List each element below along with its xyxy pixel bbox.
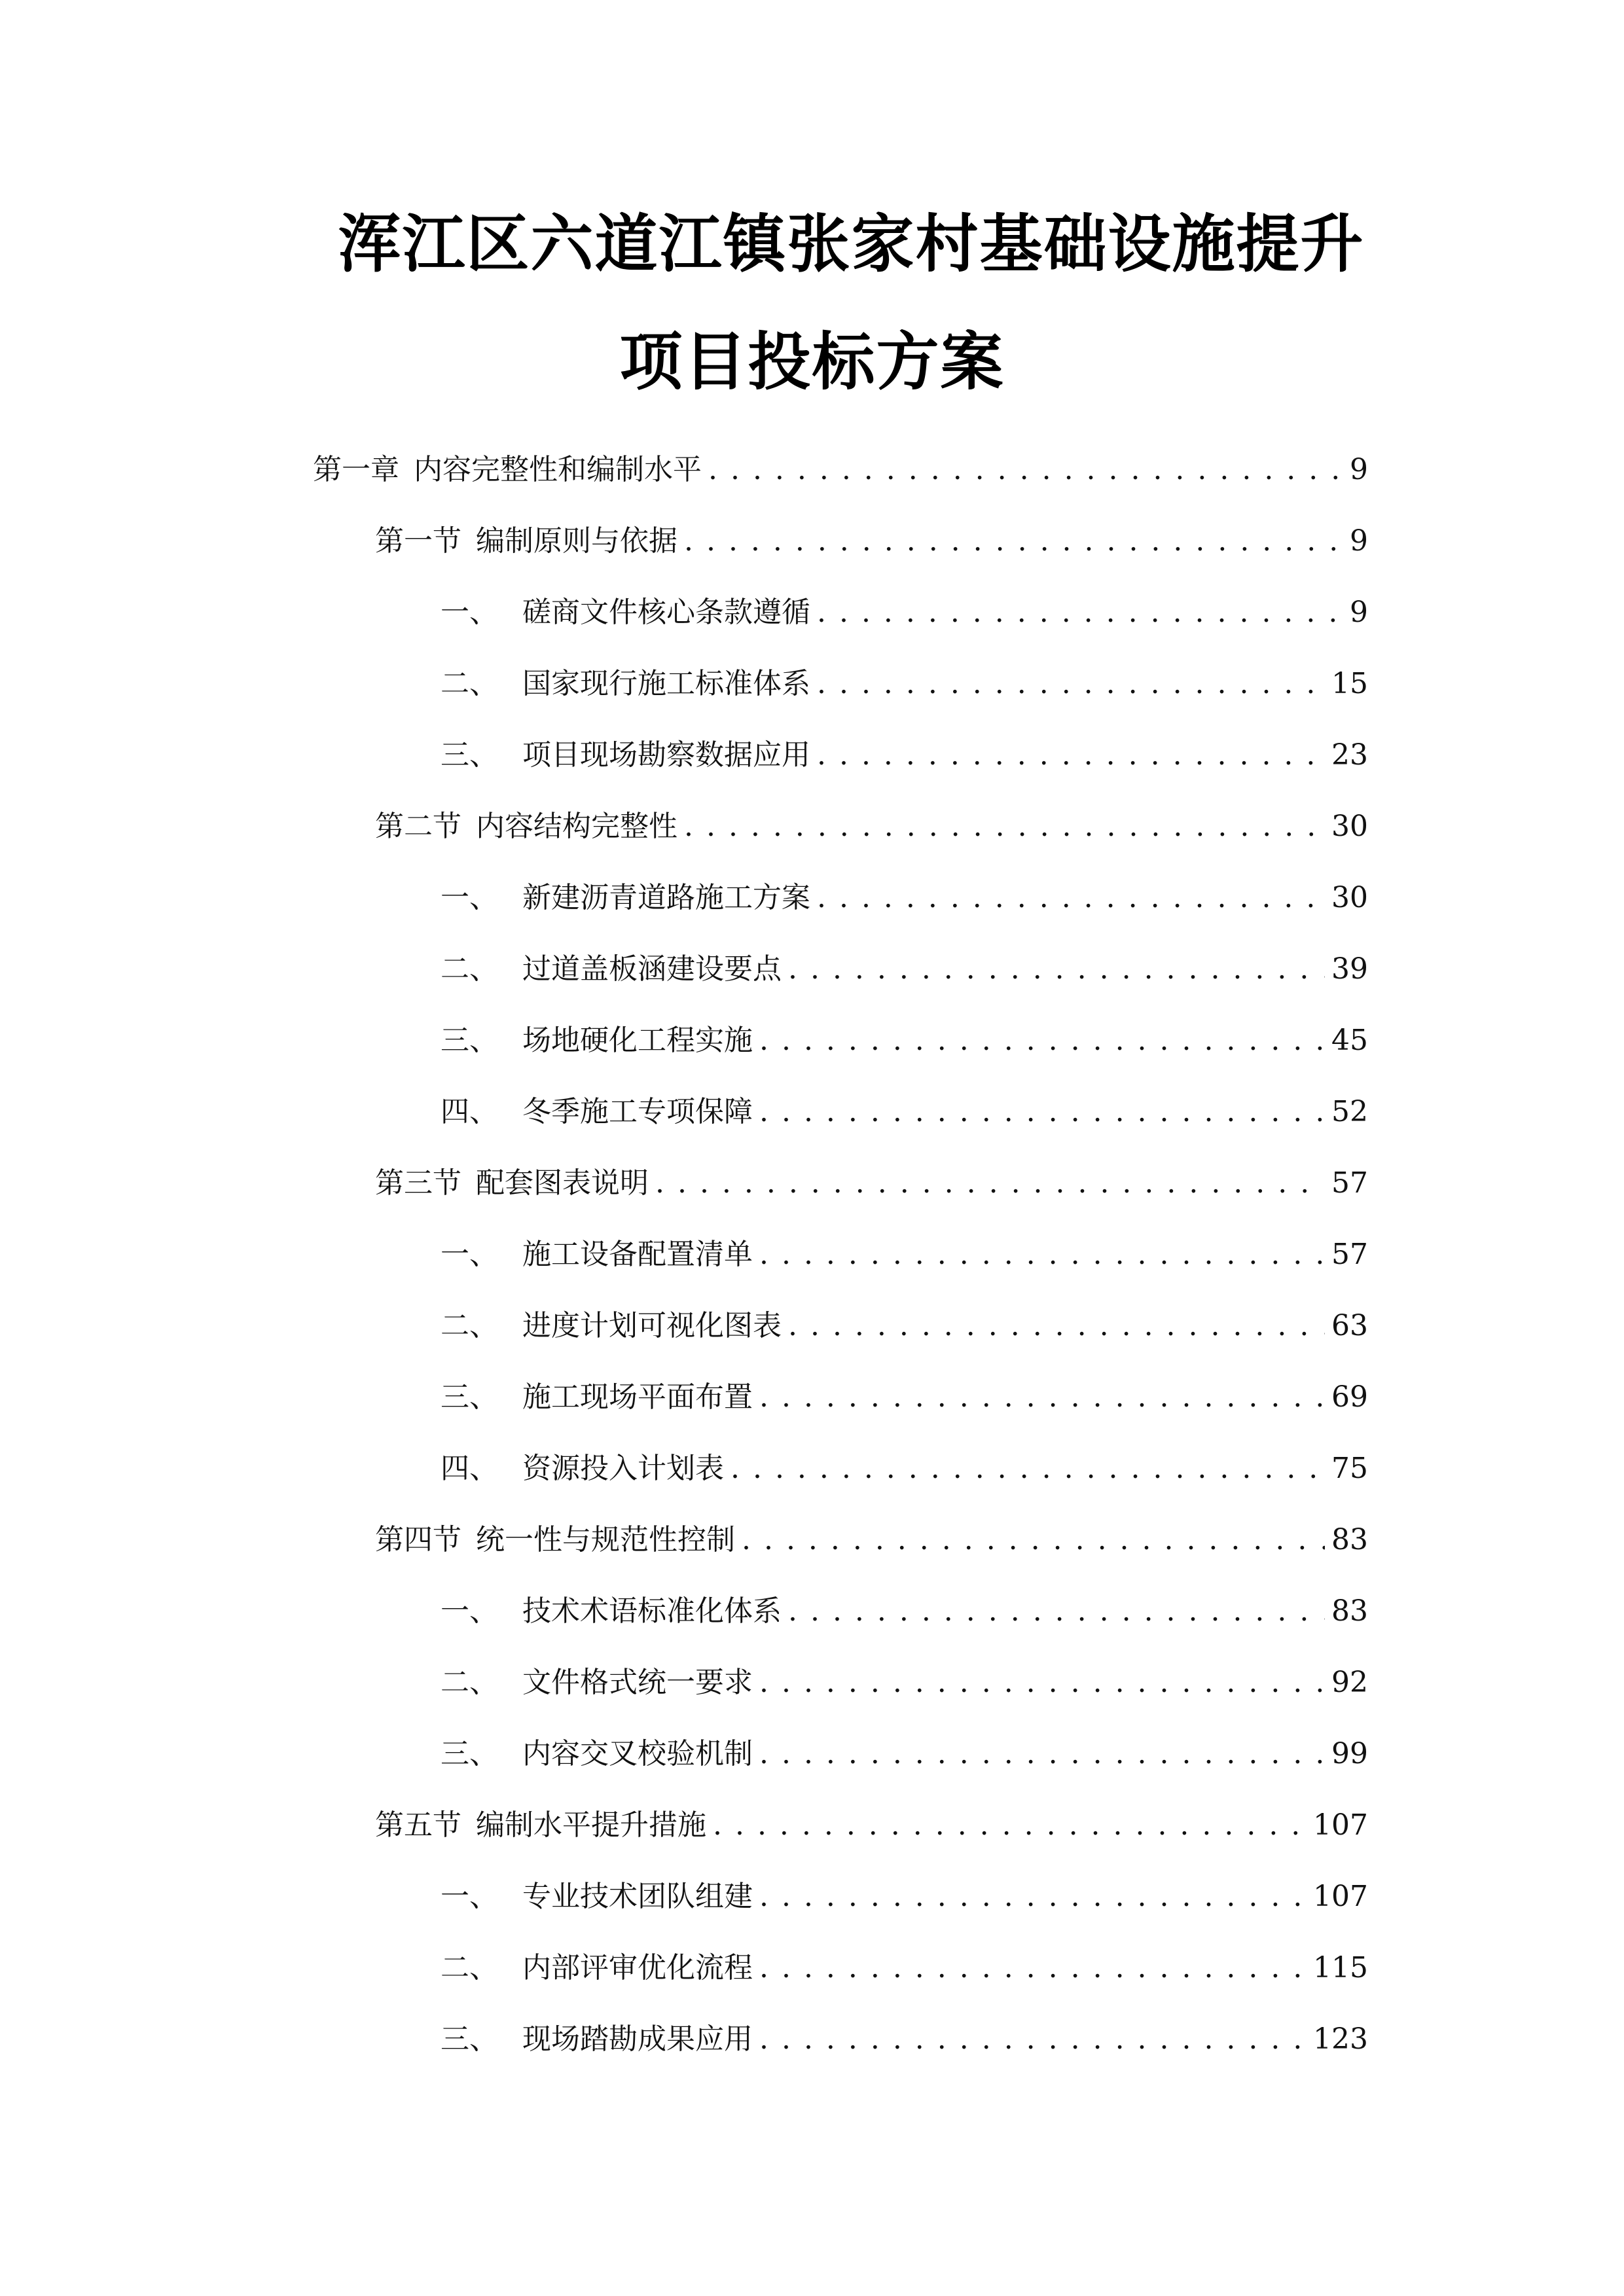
toc-dot-leader <box>713 1811 1307 1840</box>
toc-entry[interactable] <box>441 1444 1368 1483</box>
toc-entry-number: 四、 <box>441 1095 498 1128</box>
toc-entry[interactable] <box>441 1943 1368 1982</box>
toc-entry-title: 冬季施工专项保障 <box>522 1095 753 1128</box>
toc-entry-number: 第二节 <box>375 810 461 843</box>
document-title-line-1: 浑江区六道江镇张家村基础设施提升 <box>338 207 1365 281</box>
toc-entry-title: 进度计划可视化图表 <box>522 1309 782 1342</box>
toc-entry[interactable] <box>441 1016 1368 1055</box>
toc-entry-title: 施工设备配置清单 <box>522 1238 753 1271</box>
toc-page-number: 107 <box>1313 1808 1368 1842</box>
toc-page-number: 123 <box>1313 2022 1368 2056</box>
toc-page-number: 83 <box>1331 1594 1368 1628</box>
toc-dot-leader <box>742 1526 1325 1554</box>
toc-page-number: 30 <box>1331 810 1368 843</box>
toc-entry[interactable] <box>313 445 1368 484</box>
toc-entry-title: 内容完整性和编制水平 <box>414 453 702 486</box>
toc-entry-title: 编制原则与依据 <box>476 524 677 558</box>
toc-page-number: 63 <box>1331 1309 1368 1342</box>
toc-entry-title: 统一性与规范性控制 <box>476 1523 735 1556</box>
toc-dot-leader <box>759 1026 1325 1055</box>
toc-entry-number: 三、 <box>441 1380 498 1414</box>
toc-entry[interactable] <box>441 659 1368 698</box>
toc-entry[interactable] <box>441 1872 1368 1911</box>
toc-dot-leader <box>817 598 1343 627</box>
toc-dot-leader <box>817 670 1325 698</box>
toc-entry-title: 技术术语标准化体系 <box>522 1594 782 1628</box>
toc-entry[interactable] <box>441 1658 1368 1697</box>
toc-entry-title: 专业技术团队组建 <box>522 1880 753 1913</box>
toc-entry[interactable] <box>441 1372 1368 1412</box>
toc-page-number: 99 <box>1331 1737 1368 1770</box>
toc-entry-title: 文件格式统一要求 <box>522 1666 753 1699</box>
toc-page-number: 45 <box>1331 1024 1368 1057</box>
toc-dot-leader <box>759 1668 1325 1697</box>
toc-entry-number: 第三节 <box>375 1166 461 1200</box>
toc-page-number: 92 <box>1331 1666 1368 1699</box>
toc-entry-number: 一、 <box>441 1880 498 1913</box>
toc-page-number: 9 <box>1350 453 1368 486</box>
toc-page-number: 57 <box>1331 1166 1368 1200</box>
toc-dot-leader <box>788 1597 1325 1626</box>
toc-dot-leader <box>817 741 1325 770</box>
toc-entry-title: 国家现行施工标准体系 <box>522 667 810 700</box>
toc-entry-title: 现场踏勘成果应用 <box>522 2022 753 2056</box>
toc-dot-leader <box>684 812 1325 841</box>
toc-entry[interactable] <box>441 1230 1368 1269</box>
toc-entry[interactable] <box>375 1801 1368 1840</box>
toc-dot-leader <box>788 1312 1325 1340</box>
toc-entry-title: 新建沥青道路施工方案 <box>522 881 810 914</box>
toc-page-number: 9 <box>1350 524 1368 558</box>
toc-entry-title: 场地硬化工程实施 <box>522 1024 753 1057</box>
toc-dot-leader <box>759 1882 1307 1911</box>
toc-entry-title: 项目现场勘察数据应用 <box>522 738 810 772</box>
toc-entry[interactable] <box>375 1515 1368 1554</box>
toc-page-number: 52 <box>1331 1095 1368 1128</box>
toc-entry-title: 内部评审优化流程 <box>522 1951 753 1984</box>
toc-page-number: 75 <box>1331 1452 1368 1485</box>
toc-entry-number: 第四节 <box>375 1523 461 1556</box>
toc-page-number: 57 <box>1331 1238 1368 1271</box>
toc-entry[interactable] <box>441 944 1368 984</box>
toc-entry-number: 三、 <box>441 738 498 772</box>
toc-dot-leader <box>817 884 1325 912</box>
toc-entry[interactable] <box>441 1301 1368 1340</box>
toc-page-number: 23 <box>1331 738 1368 772</box>
toc-entry[interactable] <box>375 802 1368 841</box>
toc-entry[interactable] <box>441 1087 1368 1126</box>
toc-dot-leader <box>759 1740 1325 1768</box>
toc-entry[interactable] <box>441 873 1368 912</box>
toc-entry-number: 三、 <box>441 2022 498 2056</box>
toc-entry-number: 二、 <box>441 1309 498 1342</box>
toc-entry-number: 三、 <box>441 1737 498 1770</box>
toc-entry[interactable] <box>441 2015 1368 2054</box>
toc-entry-number: 第一节 <box>375 524 461 558</box>
toc-page-number: 115 <box>1313 1951 1368 1984</box>
toc-page-number: 69 <box>1331 1380 1368 1414</box>
toc-entry[interactable] <box>441 730 1368 770</box>
toc-dot-leader <box>759 1383 1325 1412</box>
toc-entry[interactable] <box>375 516 1368 556</box>
toc-dot-leader <box>731 1454 1325 1483</box>
toc-entry-title: 内容结构完整性 <box>476 810 677 843</box>
toc-entry[interactable] <box>375 1158 1368 1198</box>
toc-entry-number: 二、 <box>441 667 498 700</box>
toc-dot-leader <box>759 2025 1307 2054</box>
toc-entry-title: 资源投入计划表 <box>522 1452 724 1485</box>
toc-entry-title: 施工现场平面布置 <box>522 1380 753 1414</box>
toc-page-number: 83 <box>1331 1523 1368 1556</box>
toc-dot-leader <box>759 1954 1307 1982</box>
toc-page-number: 9 <box>1350 596 1368 629</box>
toc-entry-number: 第五节 <box>375 1808 461 1842</box>
toc-dot-leader <box>759 1098 1325 1126</box>
toc-page-number: 107 <box>1313 1880 1368 1913</box>
toc-entry-title: 配套图表说明 <box>476 1166 649 1200</box>
toc-dot-leader <box>708 456 1343 484</box>
toc-entry-number: 二、 <box>441 952 498 986</box>
toc-entry-number: 一、 <box>441 881 498 914</box>
toc-dot-leader <box>684 527 1343 556</box>
toc-entry-number: 二、 <box>441 1666 498 1699</box>
toc-entry-number: 一、 <box>441 1238 498 1271</box>
toc-dot-leader <box>759 1240 1325 1269</box>
toc-entry-number: 四、 <box>441 1452 498 1485</box>
toc-entry-title: 过道盖板涵建设要点 <box>522 952 782 986</box>
toc-page-number: 30 <box>1331 881 1368 914</box>
toc-entry-number: 二、 <box>441 1951 498 1984</box>
toc-entry-title: 内容交叉校验机制 <box>522 1737 753 1770</box>
toc-entry[interactable] <box>441 1729 1368 1768</box>
toc-entry-number: 第一章 <box>313 453 399 486</box>
toc-entry[interactable] <box>441 1587 1368 1626</box>
toc-entry-title: 磋商文件核心条款遵循 <box>522 596 810 629</box>
toc-entry-number: 一、 <box>441 596 498 629</box>
toc-page-number: 15 <box>1331 667 1368 700</box>
toc-dot-leader <box>788 955 1325 984</box>
toc-page-number: 39 <box>1331 952 1368 986</box>
toc-entry-title: 编制水平提升措施 <box>476 1808 706 1842</box>
toc-entry[interactable] <box>441 588 1368 627</box>
toc-dot-leader <box>655 1169 1325 1198</box>
document-title-line-2: 项目投标方案 <box>619 325 1005 399</box>
toc-entry-number: 三、 <box>441 1024 498 1057</box>
toc-entry-number: 一、 <box>441 1594 498 1628</box>
